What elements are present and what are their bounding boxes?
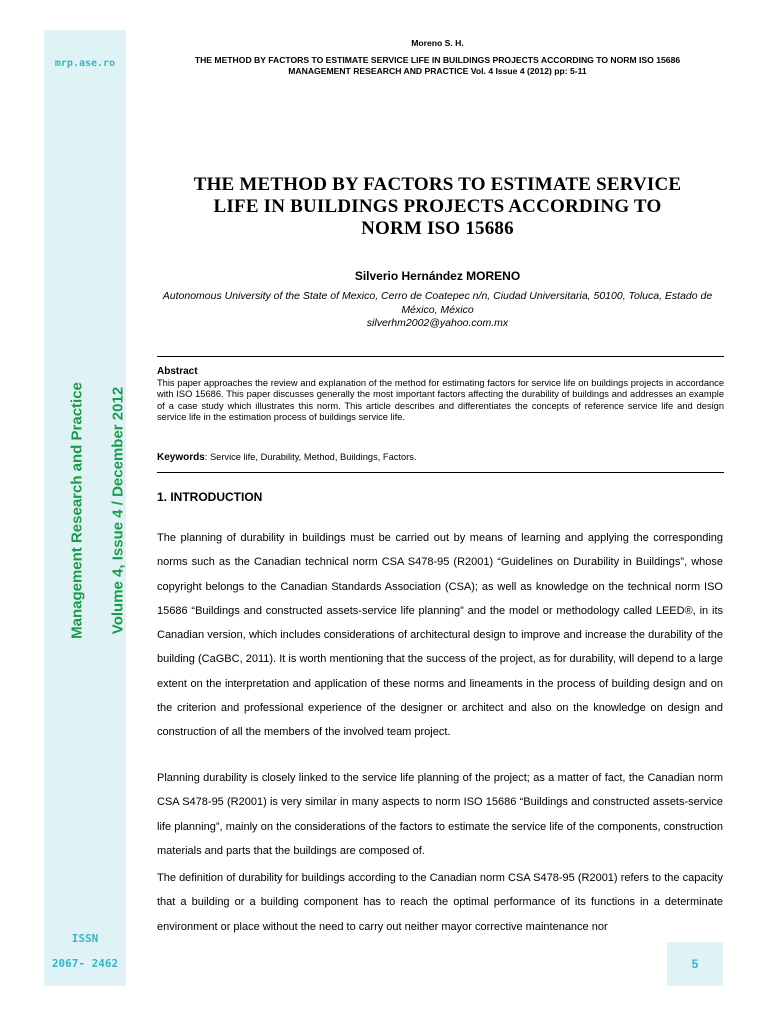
abstract-text: This paper approaches the review and explanation of the method for estimating factors for service life on buildings projects in accordance with ISO 15686. This paper discusses generally the most important factors affecting the durability of buildings and addresses an example of a case study which illustrates this norm. This article describes and differentiates the concepts of reference service life and design service life in the estimation process of buildings service life. [157, 377, 724, 422]
issn-number: 2067- 2462 [51, 957, 119, 970]
body-paragraph: The planning of durability in buildings must be carried out by means of learning and applying the corresponding norms such as the Canadian technical norm CSA S478-95 (R2001) “Guidelines on Durability in Buildings”, whose copyright belongs to the Canadian Standards Association (CSA); as well as knowledge on the technical norm ISO 15686 “Buildings and constructed assets-service life planning” and the model or methodology called LEED®, in its Canadian version, which includes considerations of architectural design to improve and increase the durability of the building (CaGBC, 2011). It is worth mentioning that the success of the project, as for durability, will depend to a large extent on the interpretation and application of these norms and lineaments in the process of building design and on the criterion and professional experience of the designer or architect and also on the knowledge on design and construction of all the members of the involved team project. [157, 532, 723, 739]
section-heading: 1. INTRODUCTION [157, 490, 263, 504]
body-paragraph: Planning durability is closely linked to the service life planning of the project; as a matter of fact, the Canadian norm CSA S478-95 (R2001) is very similar in many aspects to norm ISO 15686 “Buildings and constructed assets-service life planning”, mainly on the considerations of the factors to estimate the service life of the components, construction materials and parts that the buildings are composed of. [157, 772, 723, 857]
article-author: Silverio Hernández MORENO [354, 269, 521, 283]
keywords-text: : Service life, Durability, Method, Buildings, Factors. [204, 452, 417, 462]
abstract-top-rule [157, 356, 724, 357]
running-header [150, 38, 725, 77]
volume-issue-vertical: Volume 4, Issue 4 / December 2012 [109, 386, 127, 635]
issn-label: ISSN [71, 932, 99, 945]
journal-sidebar [44, 30, 126, 986]
author-email: silverhm2002@yahoo.com.mx [366, 317, 509, 329]
header-author: Moreno S. H. [411, 38, 464, 48]
header-journal: MANAGEMENT RESEARCH AND PRACTICE Vol. 4 Issue 4 (2012) pp: 5-11 [288, 66, 587, 76]
affiliation-text: Autonomous University of the State of Mexico, Cerro de Coatepec n/n, Ciudad Universitaria, 50100, Toluca, Estado de México, México [162, 290, 713, 316]
keywords-line [157, 452, 724, 463]
abstract-bottom-rule [157, 472, 724, 473]
journal-name-vertical: Management Research and Practice [68, 382, 86, 639]
abstract-heading: Abstract [157, 366, 198, 377]
journal-website: mrp.ase.ro [54, 58, 116, 69]
page-number: 5 [691, 957, 699, 971]
article-title: THE METHOD BY FACTORS TO ESTIMATE SERVICE LIFE IN BUILDINGS PROJECTS ACCORDING TO NORM ISO 15686 [193, 174, 682, 239]
page-number-box [667, 942, 723, 986]
body-paragraph: The definition of durability for buildings according to the Canadian norm CSA S478-95 (R2001) refers to the capacity that a building or a building component has to reach the optimal performance of its functions in a determinate environment or place without the need to carry out neither mayor corrective maintenance nor [157, 872, 723, 933]
author-affiliation [150, 290, 725, 331]
header-title: THE METHOD BY FACTORS TO ESTIMATE SERVICE LIFE IN BUILDINGS PROJECTS ACCORDING TO NORM ISO 15686 [194, 55, 681, 65]
keywords-label: Keywords [157, 452, 205, 463]
abstract-block [157, 366, 724, 424]
